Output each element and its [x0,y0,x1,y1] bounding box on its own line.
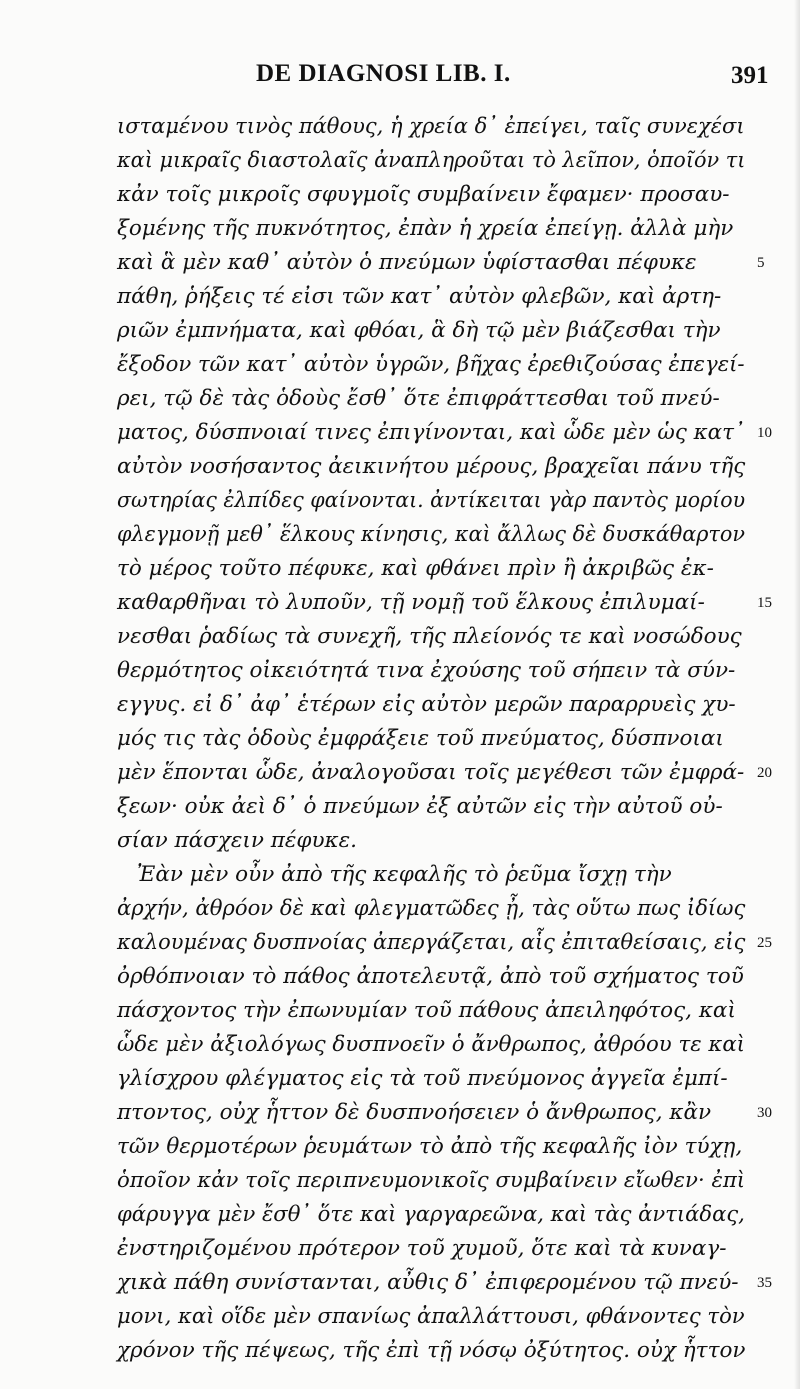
text-line: ἐνστηριζομένου πρότερον τοῦ χυμοῦ, ὅτε καὶ τὰ κυναγ- [117,1236,727,1261]
page-number: 391 [731,62,769,89]
page-fold-shadow [794,0,800,1389]
text-line: ισταμένου τινὸς πάθους, ἡ χρεία δ᾽ ἐπείγει, ταῖς συνεχέσι [117,114,745,139]
line-number: 25 [757,935,772,951]
text-line: σίαν πάσχειν πέφυκε. [117,828,358,853]
text-line: εγγυς. εἰ δ᾽ ἀφ᾽ ἑτέρων εἰς αὐτὸν μερῶν παραρρυεὶς χυ- [117,692,736,717]
text-line: μὲν ἕπονται ὧδε, ἀναλογοῦσαι τοῖς μεγέθεσι τῶν ἐμφρά- [117,760,745,785]
text-line: τὸ μέρος τοῦτο πέφυκε, καὶ φθάνει πρὶν ἢ ἀκριβῶς ἐκ- [117,556,714,581]
text-line: θερμότητος οἰκειότητά τινα ἐχούσης τοῦ σήπειν τὰ σύν- [117,658,736,683]
text-line: ὀρθόπνοιαν τὸ πάθος ἀποτελευτᾷ, ἀπὸ τοῦ σχήματος τοῦ [117,964,744,989]
line-number: 10 [757,425,772,441]
text-line: ματος, δύσπνοιαί τινες ἐπιγίνονται, καὶ ὧδε μὲν ὡς κατ᾽ [117,420,745,445]
text-line: αὐτὸν νοσήσαντος ἀεικινήτου μέρους, βραχεῖαι πάνυ τῆς [117,454,746,479]
text-line: νεσθαι ῥαδίως τὰ συνεχῆ, τῆς πλείονός τε καὶ νοσώδους [117,624,742,649]
running-title: DE DIAGNOSI LIB. I. [256,60,511,87]
text-line: χικὰ πάθη συνίστανται, αὖθις δ᾽ ἐπιφερομένου τῷ πνεύ- [117,1270,739,1295]
text-line: ρει, τῷ δὲ τὰς ὁδοὺς ἔσθ᾽ ὅτε ἐπιφράττεσθαι τοῦ πνεύ- [117,386,720,411]
text-line: πάσχοντος τὴν ἐπωνυμίαν τοῦ πάθους ἀπειληφότος, καὶ [117,998,736,1023]
text-line: φλεγμονῇ μεθ᾽ ἕλκους κίνησις, καὶ ἄλλως δὲ δυσκάθαρτον [117,522,745,547]
line-number: 5 [757,255,765,271]
text-line: ἔξοδον τῶν κατ᾽ αὐτὸν ὑγρῶν, βῆχας ἐρεθιζούσας ἐπεγεί- [117,352,745,377]
text-line: τῶν θερμοτέρων ῥευμάτων τὸ ἀπὸ τῆς κεφαλῆς ἰὸν τύχῃ, [117,1134,743,1159]
line-number: 30 [757,1105,772,1121]
text-line: πάθη, ῥήξεις τέ εἰσι τῶν κατ᾽ αὐτὸν φλεβῶν, καὶ ἀρτη- [117,284,722,309]
text-line: ξομένης τῆς πυκνότητος, ἐπὰν ἡ χρεία ἐπείγῃ. ἀλλὰ μὴν [117,216,734,241]
text-line: ριῶν ἐμπνήματα, καὶ φθόαι, ἃ δὴ τῷ μὲν βιάζεσθαι τὴν [117,318,721,343]
text-line: ξεων· οὐκ ἀεὶ δ᾽ ὁ πνεύμων ἐξ αὐτῶν εἰς τὴν αὐτοῦ οὐ- [117,794,723,819]
text-line: μονι, καὶ οἵδε μὲν σπανίως ἀπαλλάττουσι, φθάνοντες τὸν [117,1304,745,1329]
text-line: γλίσχρου φλέγματος εἰς τὰ τοῦ πνεύμονος ἀγγεῖα ἐμπί- [117,1066,728,1091]
text-line: ἀρχήν, ἀθρόον δὲ καὶ φλεγματῶδες ᾖ, τὰς οὕτω πως ἰδίως [117,896,746,921]
text-line: καλουμένας δυσπνοίας ἀπεργάζεται, αἷς ἐπιταθείσαις, εἰς [117,930,746,955]
line-number: 35 [757,1275,772,1291]
line-number: 15 [757,595,772,611]
text-line: πτοντος, οὐχ ἧττον δὲ δυσπνοήσειεν ὁ ἄνθρωπος, κἂν [117,1100,712,1125]
text-line: φάρυγγα μὲν ἔσθ᾽ ὅτε καὶ γαργαρεῶνα, καὶ τὰς ἀντιάδας, [117,1202,745,1227]
text-line: χρόνον τῆς πέψεως, τῆς ἐπὶ τῇ νόσῳ ὀξύτητος. οὐχ ἧττον [117,1338,746,1363]
text-line: ὧδε μὲν ἀξιολόγως δυσπνοεῖν ὁ ἄνθρωπος, ἀθρόου τε καὶ [117,1032,746,1057]
running-head [0,58,800,98]
text-line: καὶ ἃ μὲν καθ᾽ αὐτὸν ὁ πνεύμων ὑφίστασθαι πέφυκε [117,250,697,275]
text-line: μός τις τὰς ὁδοὺς ἐμφράξειε τοῦ πνεύματος, δύσπνοιαι [117,726,724,751]
text-line: καθαρθῆναι τὸ λυποῦν, τῇ νομῇ τοῦ ἕλκους ἐπιλυμαί- [117,590,705,615]
text-line: Ἐὰν μὲν οὖν ἀπὸ τῆς κεφαλῆς τὸ ῥεῦμα ἴσχῃ τὴν [137,862,672,887]
text-line: σωτηρίας ἐλπίδες φαίνονται. ἀντίκειται γὰρ παντὸς μορίου [117,488,746,513]
line-number: 20 [757,765,772,781]
text-line: καὶ μικραῖς διαστολαῖς ἀναπληροῦται τὸ λεῖπον, ὁποῖόν τι [117,148,746,173]
text-line: ὁποῖον κἀν τοῖς περιπνευμονικοῖς συμβαίνειν εἴωθεν· ἐπὶ [117,1168,746,1193]
text-line: κἀν τοῖς μικροῖς σφυγμοῖς συμβαίνειν ἔφαμεν· προσαυ- [117,182,730,207]
